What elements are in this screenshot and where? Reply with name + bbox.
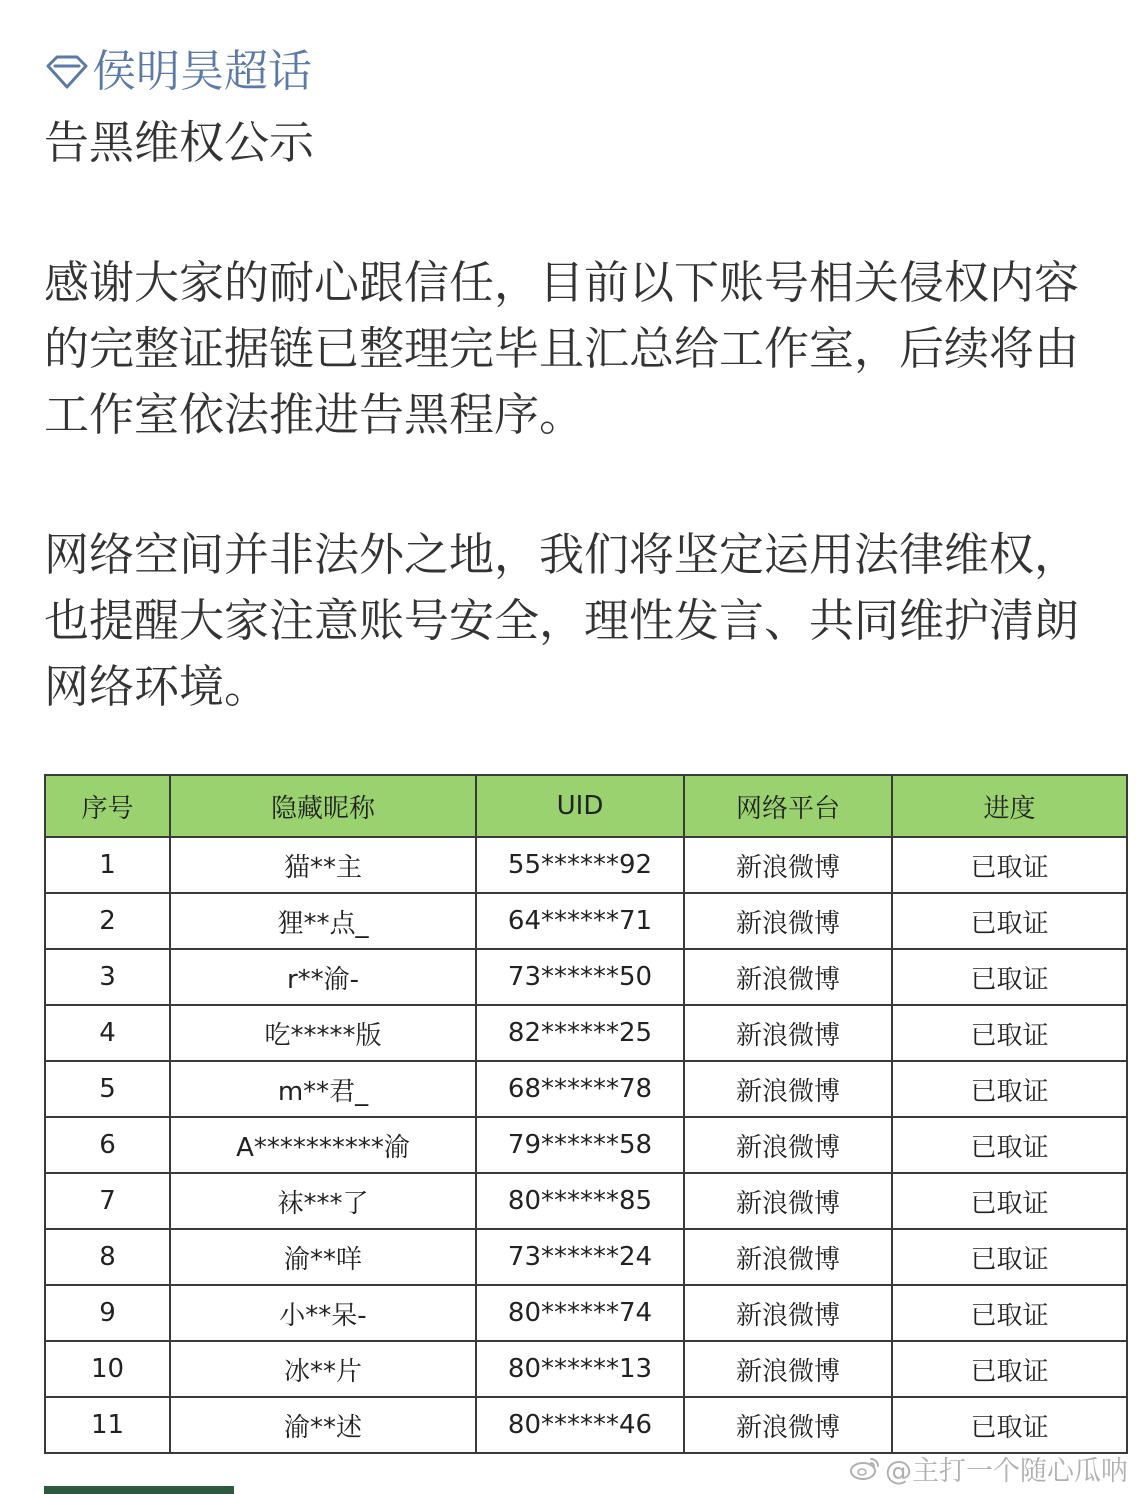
watermark-text: @主打一个随心瓜呐 (885, 1455, 1128, 1487)
post-paragraph-2: 网络空间并非法外之地，我们将坚定运用法律维权，也提醒大家注意账号安全，理性发言、共同维护清朗网络环境。 (44, 528, 1080, 713)
cell-seq: 6 (45, 1117, 170, 1173)
diamond-icon (44, 49, 90, 95)
table-header-row (45, 775, 1127, 837)
cell-seq: 10 (45, 1341, 170, 1397)
cell-platform: 新浪微博 (684, 1397, 892, 1453)
infringement-table-image[interactable] (44, 774, 1126, 1454)
cell-seq: 11 (45, 1397, 170, 1453)
cell-uid: 73******24 (476, 1229, 684, 1285)
table-row (45, 837, 1127, 893)
table-row (45, 1341, 1127, 1397)
cell-platform: 新浪微博 (684, 949, 892, 1005)
cell-platform: 新浪微博 (684, 1229, 892, 1285)
cell-platform: 新浪微博 (684, 837, 892, 893)
cell-progress: 已取证 (892, 1341, 1127, 1397)
supertopic-name: 侯明昊超话 (92, 46, 312, 97)
cell-seq: 1 (45, 837, 170, 893)
post-subtitle: 告黑维权公示 (44, 116, 315, 169)
cell-uid: 55******92 (476, 837, 684, 893)
cell-progress: 已取证 (892, 1285, 1127, 1341)
cell-nickname: m**君_ (170, 1061, 476, 1117)
cell-progress: 已取证 (892, 893, 1127, 949)
cell-platform: 新浪微博 (684, 1285, 892, 1341)
cell-seq: 5 (45, 1061, 170, 1117)
cell-nickname: 冰**片 (170, 1341, 476, 1397)
cell-nickname: 袜***了 (170, 1173, 476, 1229)
cell-platform: 新浪微博 (684, 893, 892, 949)
cell-progress: 已取证 (892, 949, 1127, 1005)
cell-platform: 新浪微博 (684, 1173, 892, 1229)
table-row (45, 893, 1127, 949)
table-row (45, 1397, 1127, 1453)
cell-uid: 80******13 (476, 1341, 684, 1397)
cell-nickname: r**渝- (170, 949, 476, 1005)
table-row (45, 1229, 1127, 1285)
cell-seq: 8 (45, 1229, 170, 1285)
cell-progress: 已取证 (892, 1061, 1127, 1117)
cell-platform: 新浪微博 (684, 1005, 892, 1061)
post-paragraph-1: 感谢大家的耐心跟信任，目前以下账号相关侵权内容的完整证据链已整理完毕且汇总给工作室，后续将由工作室依法推进告黑程序。 (44, 256, 1080, 441)
cell-nickname: A**********渝 (170, 1117, 476, 1173)
cell-nickname: 渝**述 (170, 1397, 476, 1453)
header-uid: UID (476, 775, 684, 837)
cell-uid: 79******58 (476, 1117, 684, 1173)
table-row (45, 1061, 1127, 1117)
table-row (45, 1005, 1127, 1061)
cell-seq: 9 (45, 1285, 170, 1341)
cell-nickname: 吃*****版 (170, 1005, 476, 1061)
cell-progress: 已取证 (892, 1397, 1127, 1453)
cell-seq: 2 (45, 893, 170, 949)
cell-platform: 新浪微博 (684, 1341, 892, 1397)
cell-seq: 4 (45, 1005, 170, 1061)
weibo-icon (849, 1454, 881, 1482)
cell-uid: 80******74 (476, 1285, 684, 1341)
cell-progress: 已取证 (892, 1173, 1127, 1229)
cell-seq: 3 (45, 949, 170, 1005)
cell-uid: 68******78 (476, 1061, 684, 1117)
table-row (45, 1117, 1127, 1173)
table-row (45, 949, 1127, 1005)
cell-nickname: 渝**咩 (170, 1229, 476, 1285)
header-platform: 网络平台 (684, 775, 892, 837)
table-row (45, 1285, 1127, 1341)
infringement-table (44, 774, 1128, 1454)
header-seq: 序号 (45, 775, 170, 837)
cell-uid: 82******25 (476, 1005, 684, 1061)
cell-nickname: 狸**点_ (170, 893, 476, 949)
cell-uid: 80******85 (476, 1173, 684, 1229)
cell-progress: 已取证 (892, 1229, 1127, 1285)
cell-nickname: 猫**主 (170, 837, 476, 893)
cell-progress: 已取证 (892, 1117, 1127, 1173)
cell-progress: 已取证 (892, 1005, 1127, 1061)
author-watermark (849, 1450, 1128, 1486)
cell-uid: 80******46 (476, 1397, 684, 1453)
header-progress: 进度 (892, 775, 1127, 837)
cell-nickname: 小**呆- (170, 1285, 476, 1341)
cell-uid: 73******50 (476, 949, 684, 1005)
header-nickname: 隐藏昵称 (170, 775, 476, 837)
cell-platform: 新浪微博 (684, 1117, 892, 1173)
cell-uid: 64******71 (476, 893, 684, 949)
cell-seq: 7 (45, 1173, 170, 1229)
cell-progress: 已取证 (892, 837, 1127, 893)
table-row (45, 1173, 1127, 1229)
next-image-thumbnail[interactable] (44, 1486, 234, 1494)
cell-platform: 新浪微博 (684, 1061, 892, 1117)
supertopic-link[interactable] (44, 44, 312, 100)
